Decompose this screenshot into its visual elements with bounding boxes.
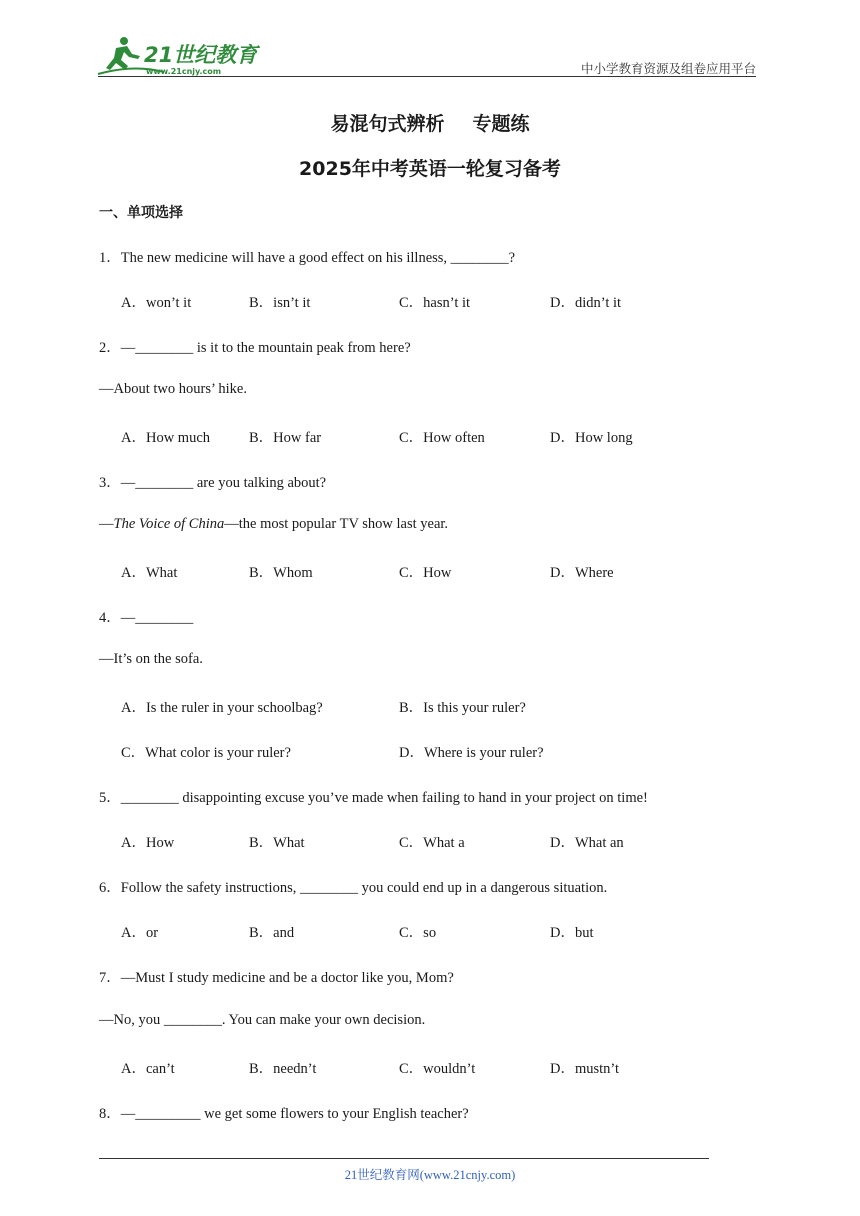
question-6: 6．Follow the safety instructions, ________ you could end up in a dangerous situation.	[99, 880, 608, 896]
q5-option-b: B．What	[249, 835, 305, 851]
logo-text: 21世纪教育	[144, 43, 258, 67]
q5-option-c: C．What a	[399, 835, 465, 851]
q1-option-c: C．hasn’t it	[399, 295, 471, 311]
logo-url: www.21cnjy.com	[146, 67, 222, 76]
section-heading: 一、单项选择	[99, 205, 183, 221]
question-2: 2．—________ is it to the mountain peak from here?	[99, 340, 411, 356]
q1-option-d: D．didn’t it	[550, 295, 622, 311]
page-title	[0, 109, 860, 136]
question-3-answer	[99, 516, 448, 533]
title-part2: 专题练	[472, 113, 530, 135]
q6-option-d: D．but	[550, 925, 594, 941]
q7-option-c: C．wouldn’t	[399, 1061, 476, 1077]
q7-option-b: B．needn’t	[249, 1061, 317, 1077]
q4-option-d: D．Where is your ruler?	[399, 745, 544, 761]
q3-option-c: C．How	[399, 565, 452, 581]
q6-option-b: B．and	[249, 925, 295, 941]
q7-option-a: A．can’t	[121, 1061, 175, 1077]
title-part1: 易混句式辨析	[330, 113, 445, 135]
site-logo	[94, 34, 262, 78]
footer-link[interactable]: 21世纪教育网(www.21cnjy.com)	[344, 1168, 516, 1182]
q6-option-c: C．so	[399, 925, 437, 941]
q3-option-b: B．Whom	[249, 565, 313, 581]
q1-option-b: B．isn’t it	[249, 295, 311, 311]
question-5: 5．________ disappointing excuse you’ve made when failing to hand in your project on time!	[99, 790, 648, 806]
show-title: The Voice of China	[113, 516, 225, 532]
footer-divider	[99, 1158, 709, 1159]
q4-option-a: A．Is the ruler in your schoolbag?	[121, 700, 323, 716]
answer-rest: —the most popular TV show last year.	[224, 516, 449, 532]
q6-option-a: A．or	[121, 925, 159, 941]
question-3: 3．—________ are you talking about?	[99, 475, 327, 491]
q2-option-b: B．How far	[249, 430, 322, 446]
q2-option-d: D．How long	[550, 430, 633, 446]
q2-option-c: C．How often	[399, 430, 485, 446]
q4-option-b: B．Is this your ruler?	[399, 700, 526, 716]
q5-option-a: A．How	[121, 835, 175, 851]
q2-option-a: A．How much	[121, 430, 211, 446]
question-7-answer: —No, you ________. You can make your own decision.	[99, 1012, 426, 1028]
dash: —	[99, 516, 114, 532]
q4-option-c: C．What color is your ruler?	[121, 745, 291, 761]
header-platform-text: 中小学教育资源及组卷应用平台	[580, 61, 756, 76]
q1-option-a: A．won’t it	[121, 295, 192, 311]
page-subtitle: 2025年中考英语一轮复习备考	[299, 158, 561, 180]
question-4: 4．—________	[99, 610, 194, 626]
header-divider	[98, 76, 756, 77]
question-8: 8．—_________ we get some flowers to your English teacher?	[99, 1106, 469, 1122]
question-1: 1．The new medicine will have a good effect on his illness, ________?	[99, 250, 516, 266]
question-4-answer: —It’s on the sofa.	[99, 651, 203, 667]
q3-option-a: A．What	[121, 565, 178, 581]
question-7: 7．—Must I study medicine and be a doctor like you, Mom?	[99, 970, 454, 986]
q7-option-d: D．mustn’t	[550, 1061, 620, 1077]
q3-option-d: D．Where	[550, 565, 614, 581]
question-2-answer: —About two hours’ hike.	[99, 381, 247, 397]
q5-option-d: D．What an	[550, 835, 624, 851]
